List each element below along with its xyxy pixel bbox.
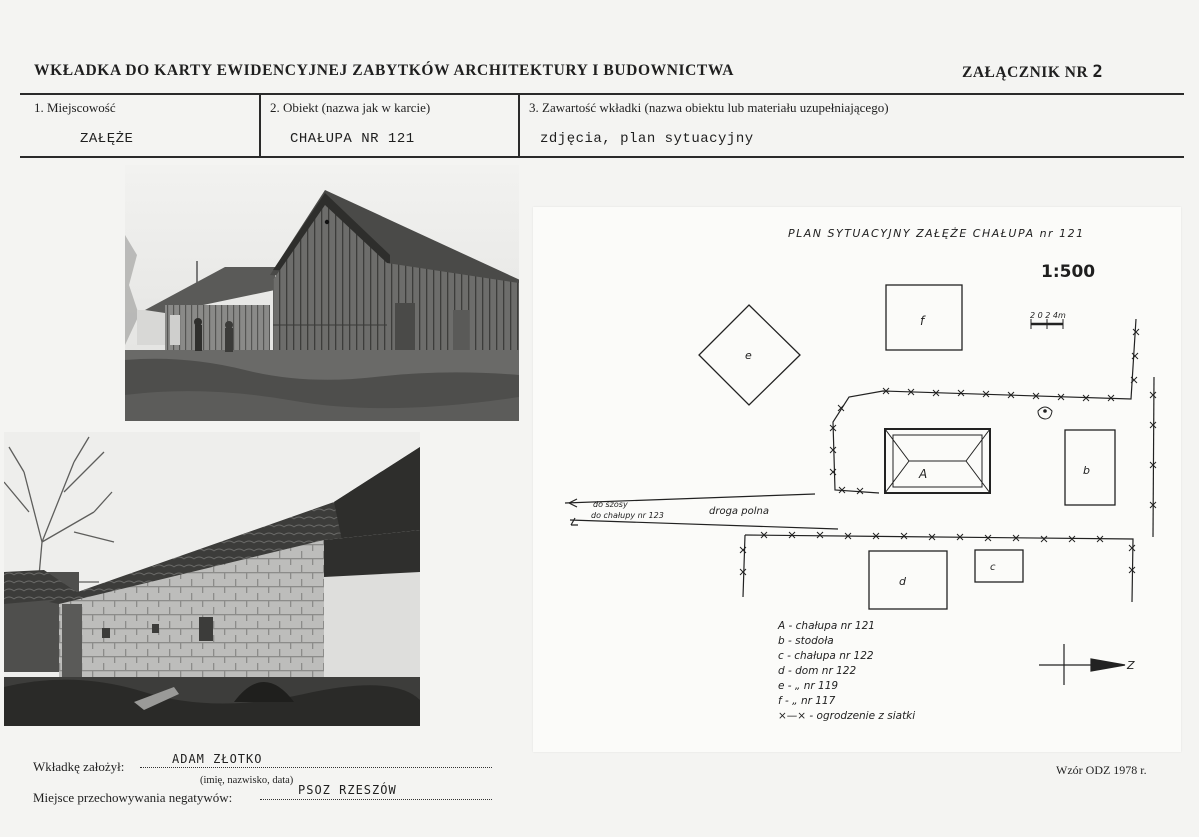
field-divider-1	[259, 95, 261, 156]
building-d	[869, 551, 947, 609]
storage-value: PSOZ RZESZÓW	[298, 783, 397, 797]
annex-label	[962, 62, 1103, 82]
building-b	[1065, 430, 1115, 505]
road-direction-2: do chałupy nr 123	[591, 511, 664, 520]
founder-label: Wkładkę założył:	[33, 759, 125, 774]
header-rule	[20, 93, 1184, 95]
founder-value: ADAM ZŁOTKO	[172, 752, 263, 766]
label-f: f	[920, 314, 925, 328]
building-e	[699, 305, 800, 405]
plan-legend	[778, 619, 915, 724]
annex-number: 2	[1092, 62, 1104, 82]
legend-item: d - dom nr 122	[778, 665, 857, 677]
road-direction-1: do szosy	[593, 500, 628, 509]
north-arrow	[1039, 644, 1125, 685]
legend-item: e - „ nr 119	[778, 680, 839, 692]
locality-label: 1. Miejscowość	[34, 100, 116, 115]
scale-bar-label: 2 0 2 4m	[1030, 311, 1066, 320]
annex-text: ZAŁĄCZNIK NR	[962, 64, 1089, 81]
object-label: 2. Obiekt (nazwa jak w karcie)	[270, 100, 431, 115]
photo-barn	[125, 165, 519, 421]
building-c	[975, 550, 1023, 582]
contents-value: zdjęcia, plan sytuacyjny	[540, 131, 754, 147]
contents-label: 3. Zawartość wkładki (nazwa obiektu lub materiału uzupełniającego)	[529, 100, 889, 115]
founder-hint: (imię, nazwisko, data)	[200, 775, 294, 786]
building-a	[885, 429, 990, 493]
locality-value: ZAŁĘŻE	[80, 131, 134, 147]
road-label: droga polna	[709, 506, 769, 517]
legend-item: b - stodoła	[778, 635, 834, 647]
scale-bar	[1030, 311, 1066, 329]
object-value: CHAŁUPA NR 121	[290, 131, 415, 147]
plan-scale: 1:500	[1041, 262, 1096, 282]
building-f	[886, 285, 962, 350]
legend-item: A - chałupa nr 121	[778, 620, 875, 632]
legend-item: c - chałupa nr 122	[778, 650, 874, 662]
fields-rule	[20, 156, 1184, 158]
situational-plan	[533, 207, 1181, 752]
north-label: Z	[1127, 659, 1135, 672]
storage-label: Miejsce przechowywania negatywów:	[33, 790, 233, 805]
field-divider-2	[518, 95, 520, 156]
form-version: Wzór ODZ 1978 r.	[1056, 763, 1147, 777]
label-a: A	[919, 467, 928, 481]
form-title: WKŁADKA DO KARTY EWIDENCYJNEJ ZABYTKÓW ARCHITEKTURY I BUDOWNICTWA	[34, 62, 735, 79]
photo-house	[4, 432, 420, 726]
label-d: d	[899, 575, 906, 588]
label-b: b	[1083, 464, 1090, 477]
well-symbol	[1038, 407, 1052, 419]
label-c: c	[990, 562, 996, 573]
legend-item: f - „ nr 117	[778, 695, 836, 707]
plan-title: PLAN SYTUACYJNY ZAŁĘŻE CHAŁUPA nr 121	[788, 227, 1085, 240]
legend-item: ×—× - ogrodzenie z siatki	[778, 710, 916, 722]
label-e: e	[745, 349, 752, 362]
